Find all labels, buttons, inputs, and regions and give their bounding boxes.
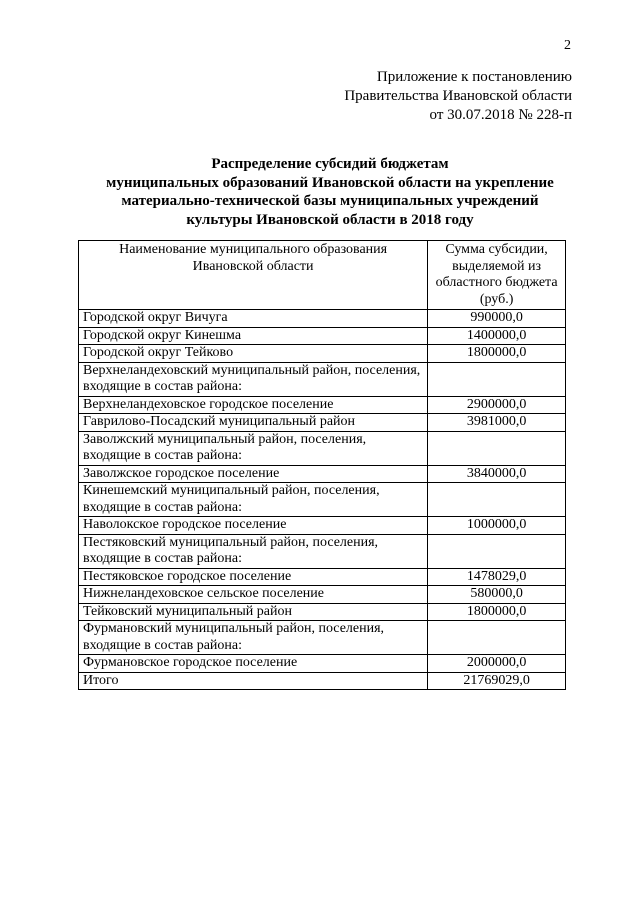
municipality-name: Тейковский муниципальный район [79, 603, 428, 621]
table-row [79, 534, 566, 568]
subsidy-amount [428, 534, 566, 568]
subsidy-amount: 3840000,0 [428, 465, 566, 483]
subsidy-amount: 1800000,0 [428, 345, 566, 363]
total-amount: 21769029,0 [428, 672, 566, 690]
subsidy-amount [428, 483, 566, 517]
document-title [60, 155, 600, 229]
subsidy-amount: 2900000,0 [428, 396, 566, 414]
municipality-name: Пестяковский муниципальный район, поселения, входящие в состав района: [79, 534, 428, 568]
table-row [79, 327, 566, 345]
subsidy-amount: 990000,0 [428, 310, 566, 328]
subsidy-amount: 1000000,0 [428, 517, 566, 535]
table-row [79, 655, 566, 673]
table-row [79, 568, 566, 586]
table-body [79, 310, 566, 690]
subsidy-amount [428, 621, 566, 655]
title-line: материально-технической базы муниципальных учреждений [121, 193, 539, 209]
municipality-name: Нижнеландеховское сельское поселение [79, 586, 428, 604]
table-row [79, 483, 566, 517]
table-row [79, 362, 566, 396]
subsidy-amount: 3981000,0 [428, 414, 566, 432]
subsidy-amount: 1800000,0 [428, 603, 566, 621]
table-row [79, 414, 566, 432]
appendix-block [344, 68, 572, 125]
appendix-line: Правительства Ивановской области [344, 88, 572, 104]
municipality-name: Фурмановский муниципальный район, поселения, входящие в состав района: [79, 621, 428, 655]
municipality-name: Заволжское городское поселение [79, 465, 428, 483]
municipality-name: Верхнеландеховское городское поселение [79, 396, 428, 414]
table-header [79, 241, 566, 310]
municipality-name: Гаврилово-Посадский муниципальный район [79, 414, 428, 432]
table-row [79, 310, 566, 328]
table-row [79, 345, 566, 363]
municipality-name: Верхнеландеховский муниципальный район, поселения, входящие в состав района: [79, 362, 428, 396]
subsidy-amount [428, 362, 566, 396]
municipality-name: Городской округ Вичуга [79, 310, 428, 328]
subsidy-amount: 1400000,0 [428, 327, 566, 345]
subsidy-amount: 580000,0 [428, 586, 566, 604]
header-subsidy-sum: Сумма субсидии, выделяемой из областного бюджета (руб.) [428, 241, 566, 310]
title-line: культуры Ивановской области в 2018 году [186, 211, 474, 228]
municipality-name: Заволжский муниципальный район, поселения, входящие в состав района: [79, 431, 428, 465]
subsidy-amount: 1478029,0 [428, 568, 566, 586]
municipality-name: Кинешемский муниципальный район, поселения, входящие в состав района: [79, 483, 428, 517]
subsidy-amount [428, 431, 566, 465]
municipality-name: Фурмановское городское поселение [79, 655, 428, 673]
table-row [79, 621, 566, 655]
table-header-row [79, 241, 566, 310]
table-row [79, 586, 566, 604]
total-row [79, 672, 566, 690]
municipality-name: Пестяковское городское поселение [79, 568, 428, 586]
table-row [79, 603, 566, 621]
table-row [79, 396, 566, 414]
subsidy-amount: 2000000,0 [428, 655, 566, 673]
appendix-line: от 30.07.2018 № 228-п [429, 107, 572, 123]
municipality-name: Городской округ Кинешма [79, 327, 428, 345]
page-number: 2 [564, 38, 571, 53]
title-line: Распределение субсидий бюджетам [211, 156, 449, 172]
municipality-name: Городской округ Тейково [79, 345, 428, 363]
total-label: Итого [79, 672, 428, 690]
table-row [79, 465, 566, 483]
table-row [79, 517, 566, 535]
title-line: муниципальных образований Ивановской области на укрепление [106, 174, 554, 191]
table-row [79, 431, 566, 465]
subsidy-table [78, 240, 566, 690]
municipality-name: Наволокское городское поселение [79, 517, 428, 535]
header-municipality: Наименование муниципального образования Ивановской области [79, 241, 428, 310]
appendix-line: Приложение к постановлению [376, 69, 572, 85]
